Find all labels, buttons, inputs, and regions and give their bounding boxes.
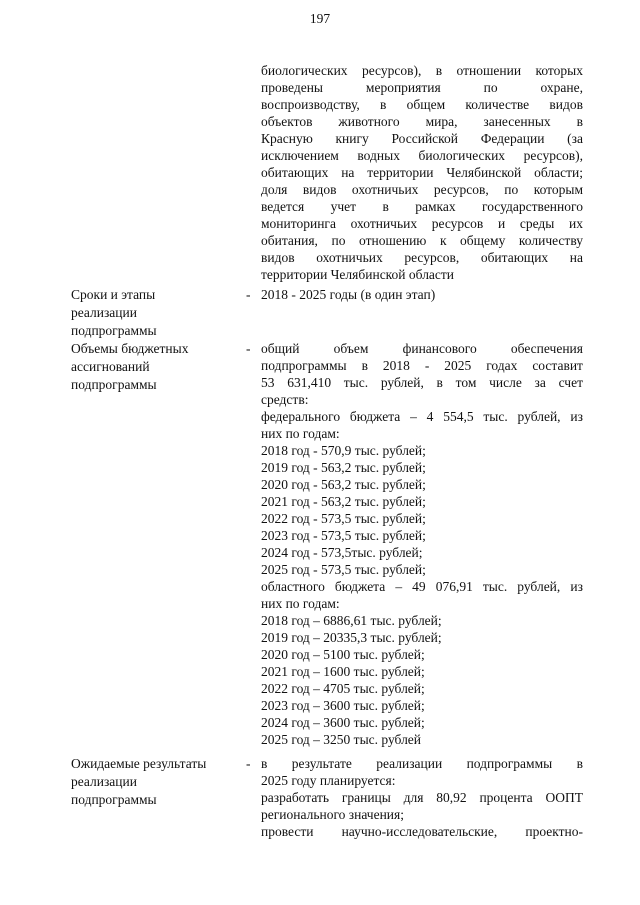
results-line: 2025 году планируется: [261,773,396,788]
regional-year-line: 2024 год – 3600 тыс. рублей; [261,715,425,730]
intro-line: Красную книгу Российской Федерации (за [261,131,583,146]
regional-year-line: 2023 год – 3600 тыс. рублей; [261,698,425,713]
results-line: провести научно-исследовательские, проектно- [261,824,583,839]
terms-value-line: 2018 - 2025 годы (в один этап) [261,287,436,302]
results-dash: - [246,756,251,771]
terms-label-line: подпрограммы [71,323,157,338]
intro-line: доля видов охотничьих ресурсов, по которым [261,182,583,197]
federal-year-line: 2021 год - 563,2 тыс. рублей; [261,494,426,509]
budget-label-line: Объемы бюджетных [71,341,189,356]
results-label-line: реализации [71,774,137,789]
federal-year-line: 2018 год - 570,9 тыс. рублей; [261,443,426,458]
federal-year-line: 2023 год - 573,5 тыс. рублей; [261,528,426,543]
intro-text [261,62,583,283]
results-label-line: подпрограммы [71,792,157,807]
regional-year-line: 2021 год – 1600 тыс. рублей; [261,664,425,679]
results-label [71,755,246,809]
terms-label-line: Сроки и этапы [71,287,156,302]
regional-head-line: них по годам: [261,596,340,611]
budget-total-line: общий объем финансового обеспечения [261,341,583,356]
terms-label-line: реализации [71,305,137,320]
terms-value [261,286,583,303]
results-text [261,755,583,840]
budget-label [71,340,246,394]
budget-total-line: средств: [261,392,309,407]
intro-line: биологических ресурсов), в отношении которых [261,63,583,78]
federal-year-line: 2019 год - 563,2 тыс. рублей; [261,460,426,475]
intro-line: обитающих на территории Челябинской области; [261,165,583,180]
budget-text [261,340,583,748]
results-line: в результате реализации подпрограммы в [261,756,583,771]
federal-year-line: 2022 год - 573,5 тыс. рублей; [261,511,426,526]
intro-line: обитания, по отношению к общему количеству [261,233,583,248]
intro-line: проведены мероприятия по охране, [261,80,583,95]
federal-year-line: 2020 год - 563,2 тыс. рублей; [261,477,426,492]
intro-line: ведется учет в рамках государственного [261,199,583,214]
budget-label-line: ассигнований [71,359,150,374]
intro-line: исключением водных биологических ресурсов), [261,148,583,163]
terms-dash: - [246,287,251,302]
intro-line: видов охотничьих ресурсов, обитающих на [261,250,583,265]
intro-line: мониторинга охотничьих ресурсов и среды их [261,216,583,231]
regional-head-line: областного бюджета – 49 076,91 тыс. рублей, из [261,579,583,594]
intro-line: объектов животного мира, занесенных в [261,114,583,129]
page-number: 197 [309,11,331,26]
budget-total-line: 53 631,410 тыс. рублей, в том числе за счет [261,375,583,390]
budget-dash: - [246,341,251,356]
federal-year-line: 2024 год - 573,5тыс. рублей; [261,545,423,560]
budget-label-line: подпрограммы [71,377,157,392]
results-line: разработать границы для 80,92 процента ООПТ [261,790,583,805]
regional-year-line: 2019 год – 20335,3 тыс. рублей; [261,630,442,645]
regional-year-line: 2025 год – 3250 тыс. рублей [261,732,422,747]
results-label-line: Ожидаемые результаты [71,756,207,771]
regional-year-line: 2018 год – 6886,61 тыс. рублей; [261,613,442,628]
intro-line: воспроизводству, в общем количестве видов [261,97,583,112]
intro-line: территории Челябинской области [261,267,455,282]
federal-year-line: 2025 год - 573,5 тыс. рублей; [261,562,426,577]
federal-head-line: них по годам: [261,426,340,441]
regional-year-line: 2020 год – 5100 тыс. рублей; [261,647,425,662]
budget-total-line: подпрограммы в 2018 - 2025 годах составит [261,358,583,373]
federal-head-line: федерального бюджета – 4 554,5 тыс. рублей, из [261,409,583,424]
terms-label [71,286,246,340]
results-line: регионального значения; [261,807,404,822]
regional-year-line: 2022 год – 4705 тыс. рублей; [261,681,425,696]
